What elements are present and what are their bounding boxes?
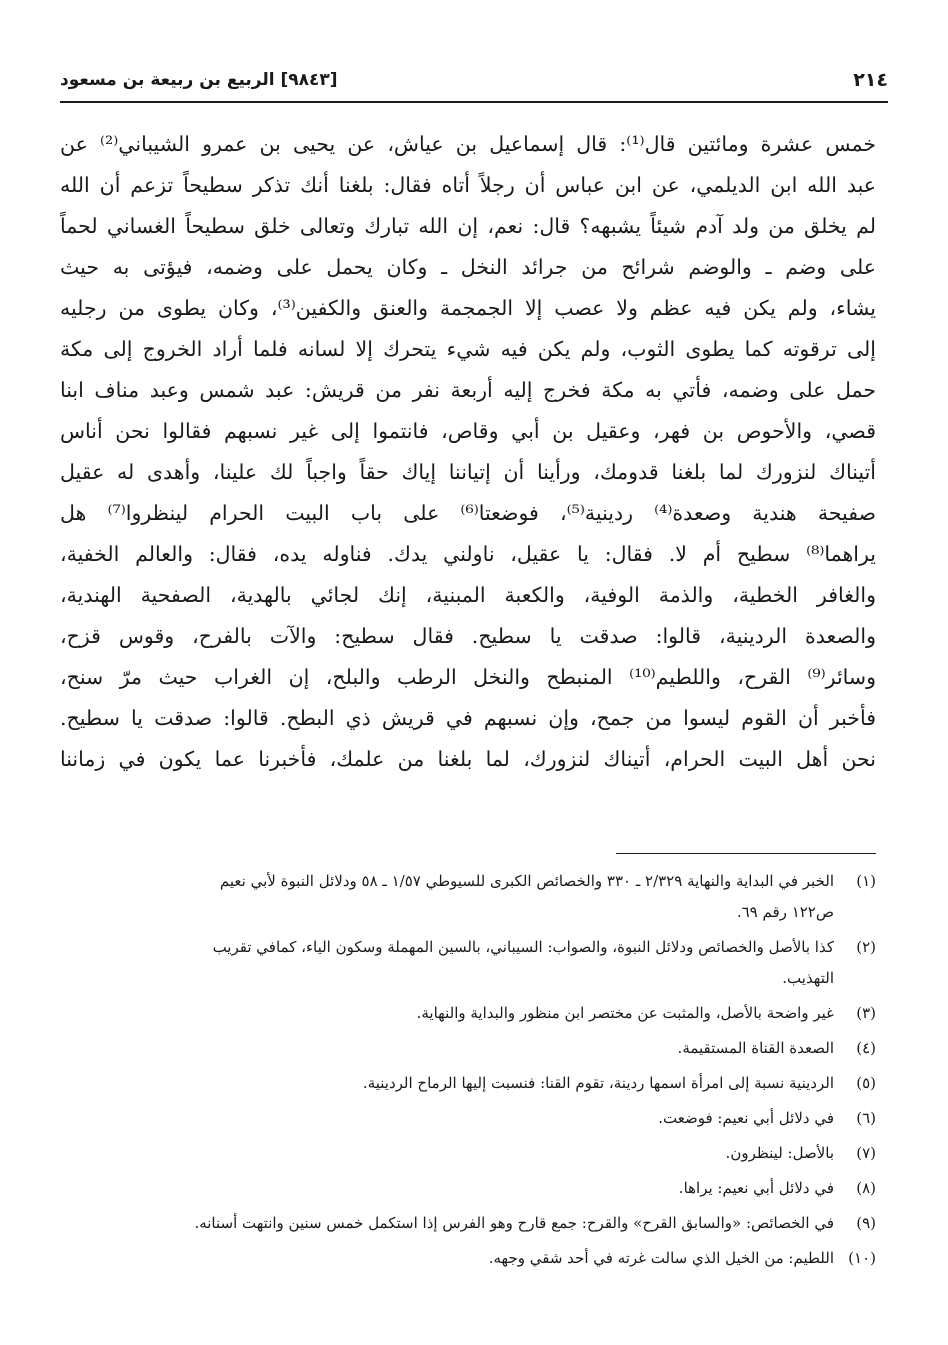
footnote-10: [60, 1243, 876, 1274]
footnote-5: [60, 1068, 876, 1099]
footnote-number: (٢): [856, 938, 876, 956]
footnote-text: [60, 1138, 834, 1169]
footnote-3: [60, 998, 876, 1029]
footnote-line: في الخصائص: «والسابق القرح» والقرح: جمع قارح وهو الفرس إذا استكمل خمس سنين وانتهت أسنانه.: [194, 1214, 834, 1232]
footnote-8: [60, 1173, 876, 1204]
footnote-number: (٨): [856, 1179, 876, 1197]
text-line: نحن أهل البيت الحرام، أتيناك لنزورك، لما بلغنا من علمك، فأخبرنا عما يكون في زماننا: [60, 747, 876, 771]
footnote-line: في دلائل أبي نعيم: فوضعت.: [658, 1109, 834, 1127]
footnote-1: [60, 866, 876, 928]
footnote-number: (١٠): [848, 1249, 876, 1267]
footnotes: [60, 866, 876, 1278]
text-line: والغافر الخطية، والذمة الوفية، والكعبة المبنية، إنك لجائي بالهدية، الصفحية الهندية،: [60, 583, 876, 607]
footnote-text: [60, 1173, 834, 1204]
footnote-line: الردينية نسبة إلى امرأة اسمها ردينة، تقوم القنا: فنسبت إليها الرماح الردينية.: [362, 1074, 834, 1092]
text-line: لم يخلق من ولد آدم شيئاً يشبهه؟ قال: نعم، إن الله تبارك وتعالى خلق سطيحاً الغساني لحماً: [60, 214, 876, 238]
footnote-6: [60, 1103, 876, 1134]
footnote-text: [60, 1208, 834, 1239]
footnote-text: [60, 932, 834, 994]
footnote-line: كذا بالأصل والخصائص ودلائل النبوة، والصواب: السيباني، بالسين المهملة وسكون الياء، كمافي تقريب: [212, 938, 834, 956]
text-line: وسائر⁽⁹⁾ القرح، واللطيم⁽¹⁰⁾ المنبطح والنخل الرطب والبلح، إن الغراب حيث مرّ سنح،: [60, 665, 876, 689]
footnote-number: (٤): [856, 1039, 876, 1057]
text-line: يشاء، ولم يكن فيه عظم ولا عصب إلا الجمجمة والعنق والكفين⁽³⁾، وكان يطوى من رجليه: [60, 296, 876, 320]
footnote-line: غير واضحة بالأصل، والمثبت عن مختصر ابن منظور والبداية والنهاية.: [416, 1004, 834, 1022]
text-line: صفيحة هندية وصعدة⁽⁴⁾ ردينية⁽⁵⁾، فوضعتا⁽⁶⁾ على باب البيت الحرام لينظروا⁽⁷⁾ هل: [60, 501, 876, 525]
footnote-number: (٣): [856, 1004, 876, 1022]
footnote-number: (٩): [856, 1214, 876, 1232]
footnote-separator: [616, 853, 876, 854]
footnote-2: [60, 932, 876, 994]
text-line: والصعدة الردينية، قالوا: صدقت يا سطيح. فقال سطيح: والآت بالفرح، وقوس قزح،: [60, 624, 876, 648]
footnote-7: [60, 1138, 876, 1169]
text-line: حمل على وضمه، فأتي به مكة فخرج إليه أربعة نفر من قريش: عبد شمس وعبد مناف ابنا: [60, 378, 876, 402]
footnote-line: بالأصل: لينظرون.: [725, 1144, 834, 1162]
footnote-text: [60, 1068, 834, 1099]
footnote-line: التهذيب.: [782, 969, 834, 987]
running-title: [٩٨٤٣] الربيع بن ربيعة بن مسعود: [60, 70, 338, 90]
main-text: [60, 124, 876, 780]
text-line: خمس عشرة ومائتين قال⁽¹⁾: قال إسماعيل بن عياش، عن يحيى بن عمرو الشيباني⁽²⁾ عن: [60, 132, 876, 156]
footnote-number: (٧): [856, 1144, 876, 1162]
footnote-line: الصعدة القناة المستقيمة.: [677, 1039, 834, 1057]
text-line: قصي، والأحوص بن فهر، وعقيل بن أبي وقاص، فانتموا إلى غير نسبهم فقالوا نحن أناس: [60, 419, 876, 443]
footnote-9: [60, 1208, 876, 1239]
text-line: يراهما⁽⁸⁾ سطيح أم لا. فقال: يا عقيل، ناولني يدك. فناوله يده، فقال: والعالم الخفية،: [60, 542, 876, 566]
header-rule: [60, 101, 888, 103]
text-line: عبد الله ابن الديلمي، عن ابن عباس أن رجلاً أتاه فقال: بلغنا أنك تذكر سطيحاً تزعم أن الله: [60, 173, 876, 197]
text-line: أتيناك لنزورك لما بلغنا قدومك، ورأينا أن إتياننا إياك حقاً واجباً لك علينا، وأهدى له عقيل: [60, 460, 876, 484]
text-line: على وضم ـ والوضم شرائح من جرائد النخل ـ وكان يحمل على وضمه، فيؤتى به حيث: [60, 255, 876, 279]
footnote-text: [60, 1103, 834, 1134]
footnote-text: [60, 998, 834, 1029]
footnote-number: (١): [856, 872, 876, 890]
footnote-text: [60, 1243, 834, 1274]
footnote-4: [60, 1033, 876, 1064]
page-header: [60, 62, 888, 98]
footnote-number: (٥): [856, 1074, 876, 1092]
footnote-text: [60, 1033, 834, 1064]
footnote-line: اللطيم: من الخيل الذي سالت غرته في أحد شقي وجهه.: [488, 1249, 834, 1267]
footnote-number: (٦): [856, 1109, 876, 1127]
footnote-line: ص١٢٢ رقم ٦٩.: [736, 903, 834, 921]
footnote-line: الخبر في البداية والنهاية ٢/٣٢٩ ـ ٣٣٠ والخصائص الكبرى للسيوطي ١/٥٧ ـ ٥٨ ودلائل النبوة لأبي نعيم: [219, 872, 834, 890]
text-line: فأخبر أن القوم ليسوا من جمح، وإن نسبهم في قريش ذي البطح. قالوا: صدقت يا سطيح.: [60, 706, 876, 730]
page-number: ٢١٤: [853, 69, 888, 91]
footnote-line: في دلائل أبي نعيم: يراها.: [678, 1179, 834, 1197]
footnote-text: [60, 866, 834, 928]
text-line: إلى ترقوته كما يطوى الثوب، ولم يكن فيه شيء يتحرك إلا لسانه فلما أراد الخروج إلى مكة: [60, 337, 876, 361]
